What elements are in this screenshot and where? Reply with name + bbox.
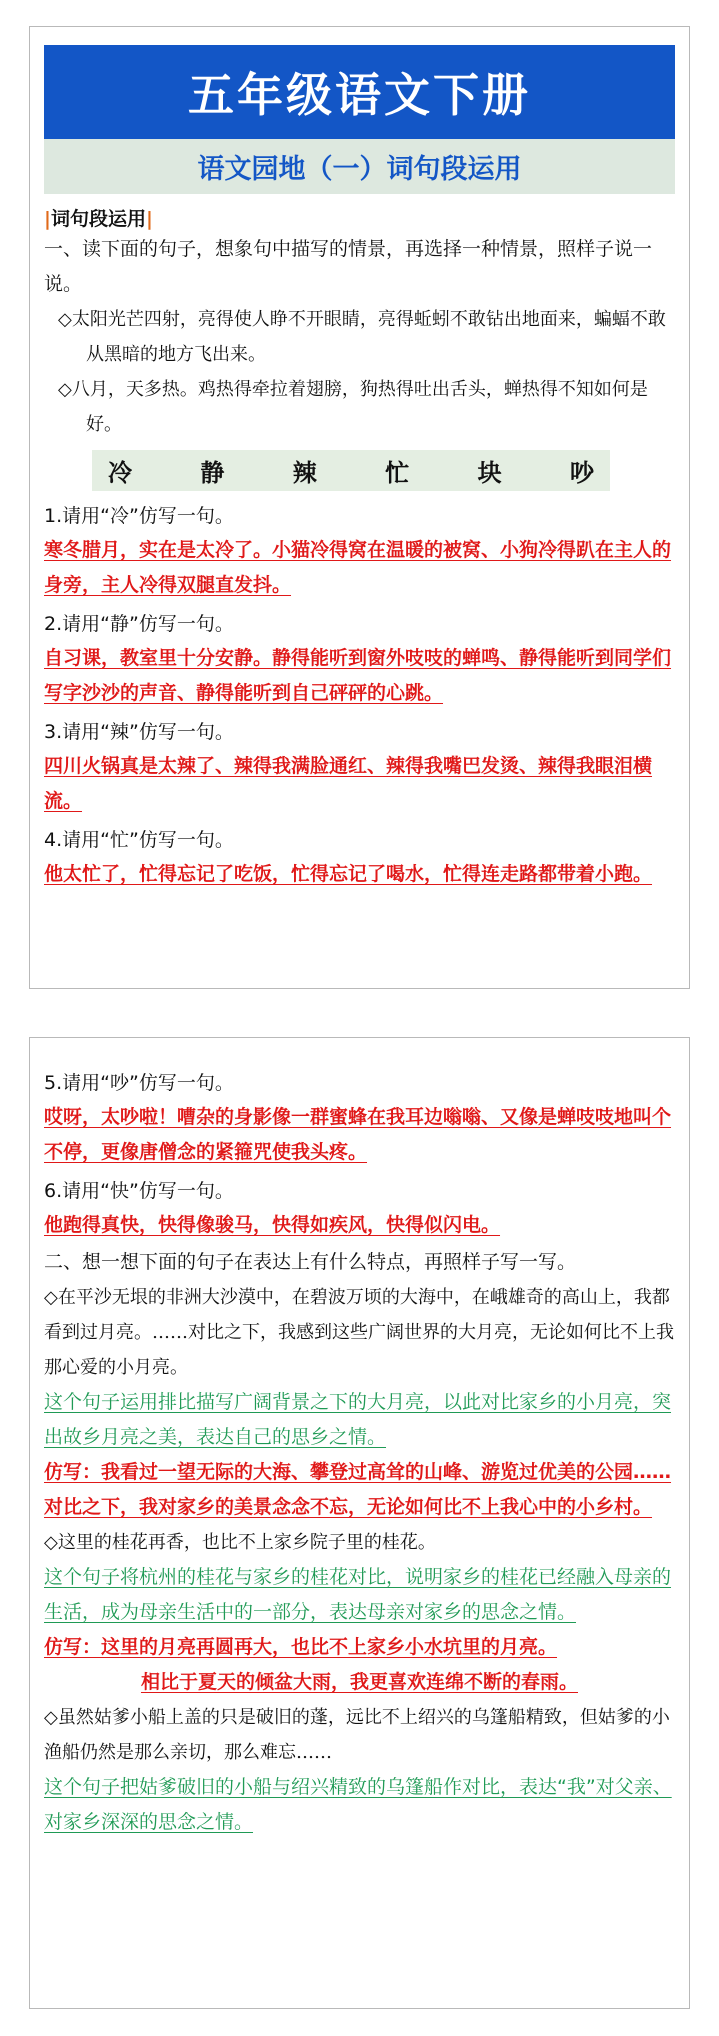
analysis-text: 这个句子运用排比描写广阔背景之下的大月亮，以此对比家乡的小月亮，突出故乡月亮之美，表达自己的思乡之情。 (44, 1391, 672, 1448)
part1-prompt: 一、读下面的句子，想象句中描写的情景，再选择一种情景，照样子说一说。 (44, 238, 653, 295)
word-option: 冷 (108, 458, 132, 487)
question: 4.请用“忙”仿写一句。 (44, 829, 234, 851)
imitation (44, 1630, 675, 1665)
imitation-text: 仿写：我看过一望无际的大海、攀登过高耸的山峰、游览过优美的公园……对比之下，我对家乡的美景念念不忘，无论如何比不上我心中的小乡村。 (44, 1461, 672, 1518)
section-tag-label: 词句段运用 (50, 208, 146, 230)
word-options (92, 450, 610, 491)
answer-text: 他跑得真快，快得像骏马，快得如疾风，快得似闪电。 (44, 1214, 501, 1236)
example-sentence-1: ◇太阳光芒四射，亮得使人睁不开眼睛，亮得蚯蚓不敢钻出地面来，蝙蝠不敢从黑暗的地方飞出来。 (58, 309, 666, 365)
question: 3.请用“辣”仿写一句。 (44, 721, 234, 743)
word-option: 忙 (385, 458, 410, 487)
tag-bar-left: | (44, 208, 51, 230)
example-sentence: ◇这里的桂花再香，也比不上家乡院子里的桂花。 (44, 1532, 436, 1553)
analysis-text: 这个句子将杭州的桂花与家乡的桂花对比，说明家乡的桂花已经融入母亲的生活，成为母亲生活中的一部分，表达母亲对家乡的思念之情。 (44, 1566, 672, 1623)
example-sentence: ◇虽然姑爹小船上盖的只是破旧的蓬，远比不上绍兴的乌篷船精致，但姑爹的小渔船仍然是那么亲切，那么难忘…… (44, 1707, 670, 1763)
word-option: 静 (200, 458, 225, 487)
question: 1.请用“冷”仿写一句。 (44, 505, 234, 527)
tag-bar-right: | (145, 208, 153, 230)
worksheet-card-1 (29, 26, 690, 989)
answer-text: 他太忙了，忙得忘记了吃饭，忙得忘记了喝水，忙得连走路都带着小跑。 (44, 863, 653, 885)
page-subtitle: 语文园地（一）词句段运用 (44, 139, 675, 194)
part2-prompt: 二、想一想下面的句子在表达上有什么特点，再照样子写一写。 (44, 1251, 577, 1273)
answer-text: 哎呀，太吵啦！嘈杂的身影像一群蜜蜂在我耳边嗡嗡、又像是蝉吱吱地叫个不停，更像唐僧念的紧箍咒使我头疼。 (44, 1106, 672, 1163)
answer-text: 四川火锅真是太辣了、辣得我满脸通红、辣得我嘴巴发烫、辣得我眼泪横流。 (44, 755, 653, 812)
answer (44, 533, 675, 603)
analysis (44, 1560, 675, 1630)
word-option: 辣 (292, 458, 317, 487)
imitation-2-text: 相比于夏天的倾盆大雨，我更喜欢连绵不断的春雨。 (140, 1671, 578, 1693)
answer-text: 寒冬腊月，实在是太冷了。小猫冷得窝在温暖的被窝、小狗冷得趴在主人的身旁，主人冷得双腿直发抖。 (44, 539, 672, 596)
page-title: 五年级语文下册 (44, 45, 675, 139)
analysis (44, 1385, 675, 1455)
word-option: 吵 (569, 458, 594, 487)
answer (44, 857, 675, 892)
analysis-text: 这个句子把姑爹破旧的小船与绍兴精致的乌篷船作对比，表达“我”对父亲、对家乡深深的思念之情。 (44, 1776, 672, 1833)
question: 5.请用“吵”仿写一句。 (44, 1072, 234, 1094)
answer (44, 1208, 675, 1243)
example-sentence: ◇在平沙无垠的非洲大沙漠中，在碧波万顷的大海中，在峨雄奇的高山上，我都看到过月亮。……对比之下，我感到这些广阔世界的大月亮，无论如何比不上我那心爱的小月亮。 (44, 1287, 674, 1378)
answer (44, 1100, 675, 1170)
imitation-text: 仿写：这里的月亮再圆再大，也比不上家乡小水坑里的月亮。 (44, 1636, 558, 1658)
answer-text: 自习课，教室里十分安静。静得能听到窗外吱吱的蝉鸣、静得能听到同学们写字沙沙的声音、静得能听到自己砰砰的心跳。 (44, 647, 672, 704)
question: 6.请用“快”仿写一句。 (44, 1180, 234, 1202)
worksheet-card-2 (29, 1037, 690, 2009)
section-tag (44, 206, 675, 232)
word-option: 块 (477, 458, 502, 487)
analysis (44, 1770, 675, 1840)
answer (44, 749, 675, 819)
imitation-2 (44, 1665, 675, 1700)
question: 2.请用“静”仿写一句。 (44, 613, 234, 635)
imitation (44, 1455, 675, 1525)
example-sentence-2: ◇八月，天多热。鸡热得牵拉着翅膀，狗热得吐出舌头，蝉热得不知如何是好。 (58, 379, 648, 435)
answer (44, 641, 675, 711)
